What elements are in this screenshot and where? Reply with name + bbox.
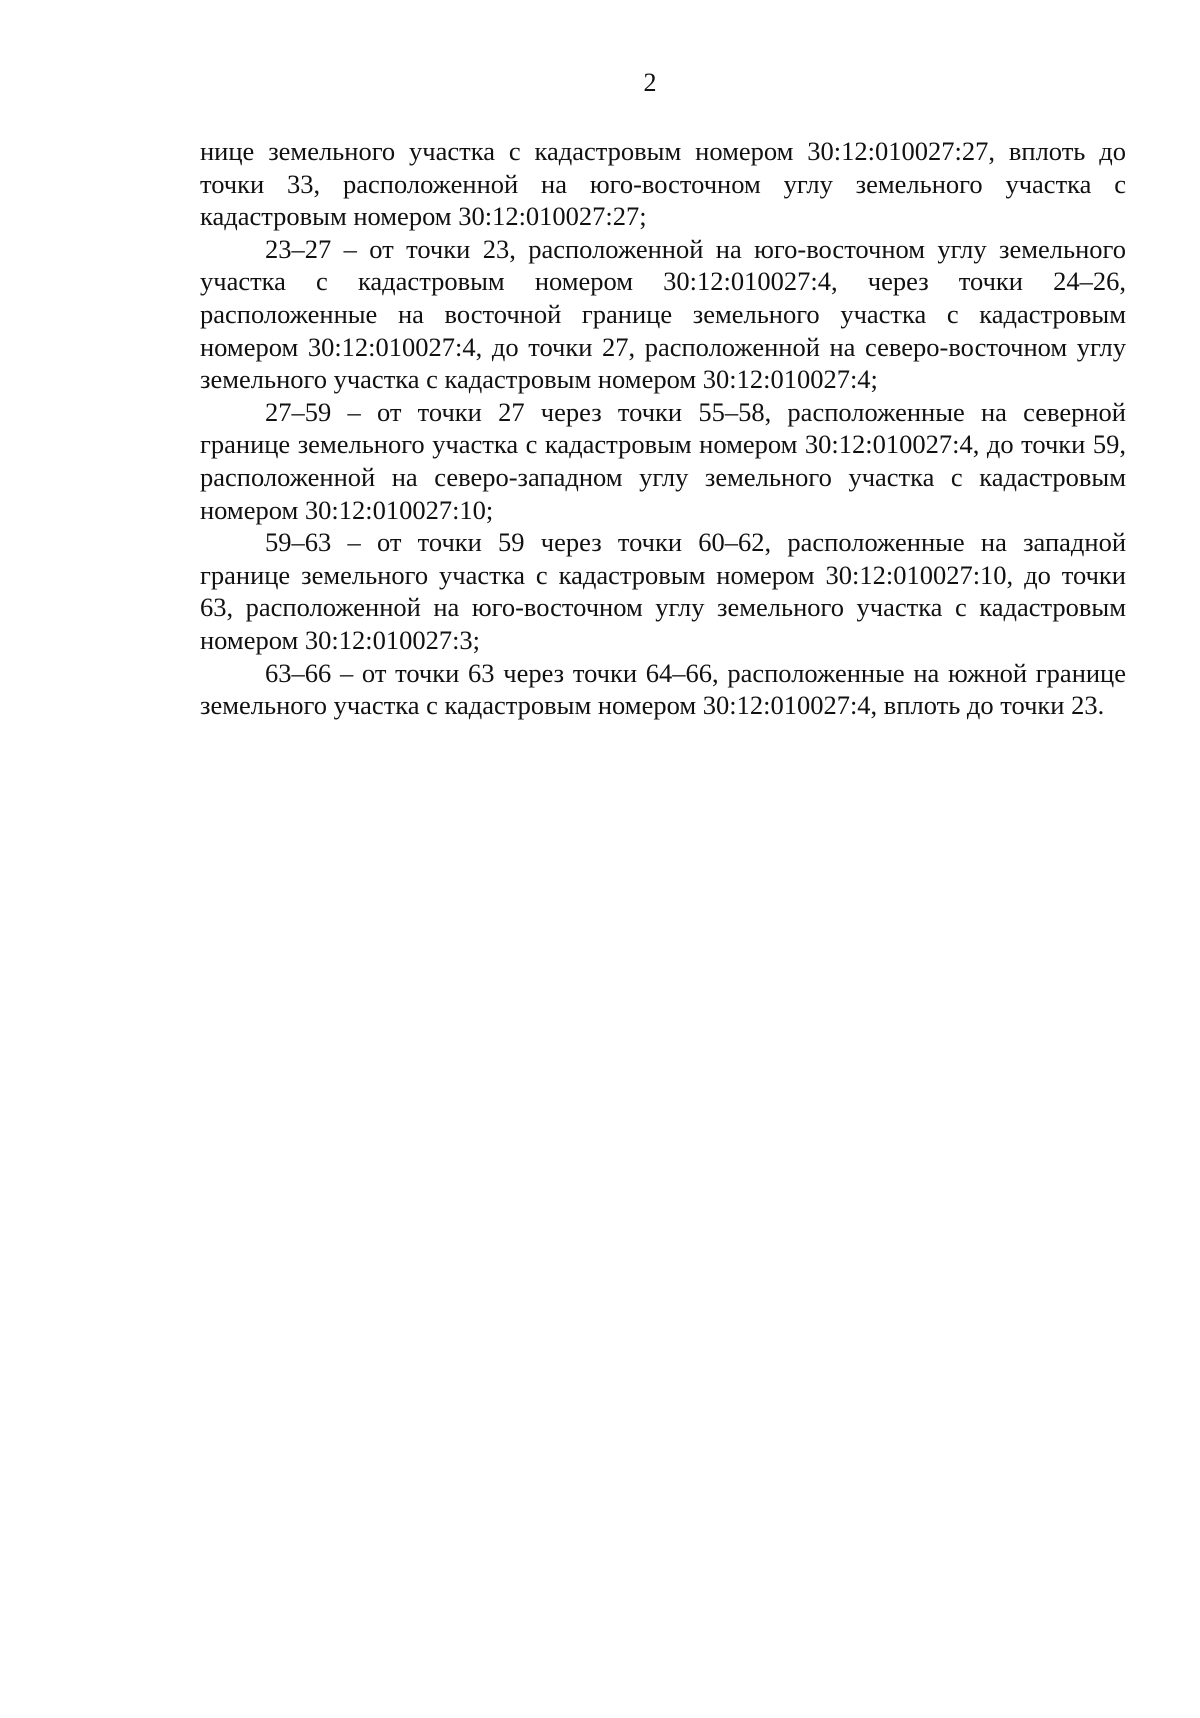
page-number: 2 <box>643 68 657 97</box>
document-body <box>200 135 1126 722</box>
paragraph-segment-27-59: 27–59 – от точки 27 через точки 55–58, расположенные на северной границе земельного участка с кадастровым номером 30:12:010027:4, до точки 59, расположенной на северо-западном углу земельного участка с кадастровым номером 30:12:010027:10; <box>200 396 1126 525</box>
paragraph-segment-59-63: 59–63 – от точки 59 через точки 60–62, расположенные на западной границе земельного участка с кадастровым номером 30:12:010027:10, до точки 63, расположенной на юго-восточном углу земельного участка с кадастровым номером 30:12:010027:3; <box>200 527 1126 655</box>
paragraph-segment-23-27: 23–27 – от точки 23, расположенной на юго-восточном углу земельного участка с кадастровым номером 30:12:010027:4, через точки 24–26, расположенные на восточной границе земельного участка с кадастровым номером 30:12:010027:4, до точки 27, расположенной на северо-восточном углу земельного участка с кадастровым номером 30:12:010027:4; <box>200 233 1126 395</box>
paragraph-segment-63-66: 63–66 – от точки 63 через точки 64–66, расположенные на южной границе земельного участка с кадастровым номером 30:12:010027:4, вплоть до точки 23. <box>200 657 1126 721</box>
paragraph-continuation: нице земельного участка с кадастровым номером 30:12:010027:27, вплоть до точки 33, расположенной на юго-восточном углу земельного участка с кадастровым номером 30:12:010027:27; <box>200 136 1126 232</box>
